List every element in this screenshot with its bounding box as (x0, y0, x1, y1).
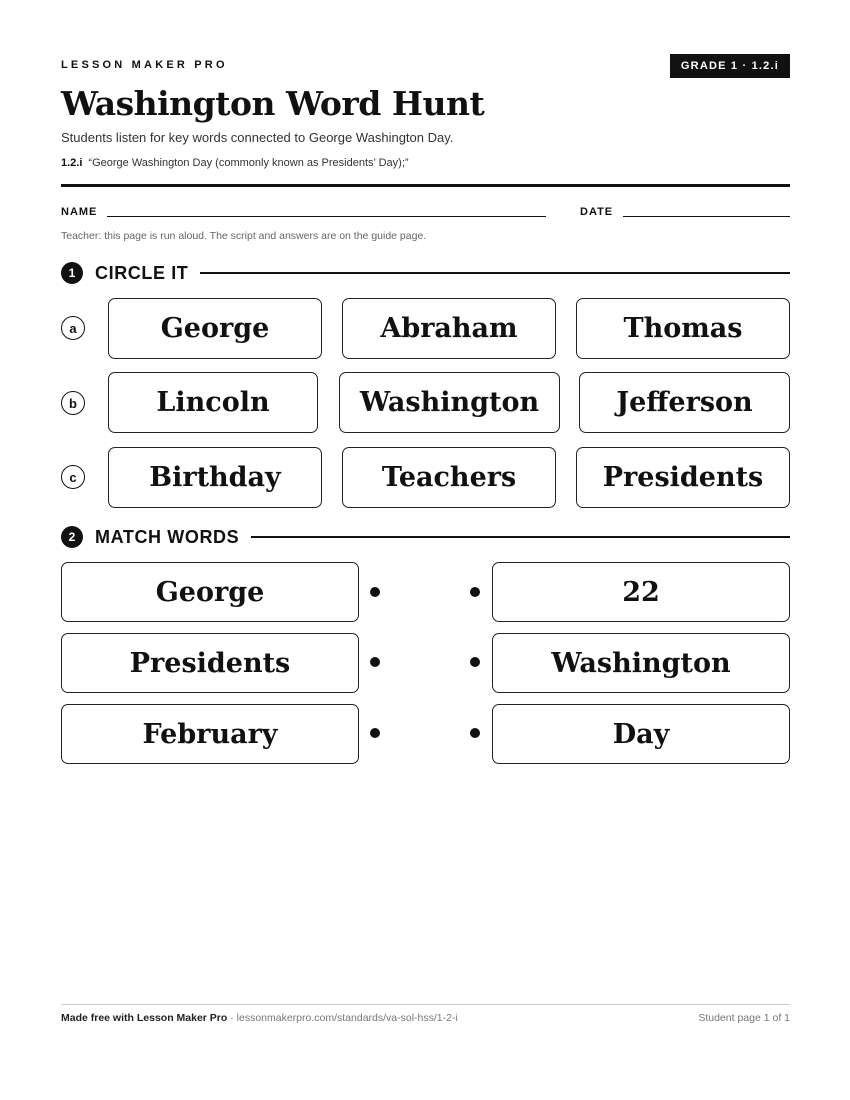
circle-word-lincoln[interactable]: Lincoln (108, 372, 318, 433)
section-title: MATCH WORDS (95, 526, 240, 547)
circle-word-abraham[interactable]: Abraham (342, 298, 556, 359)
match-right-washington[interactable]: Washington (492, 633, 790, 693)
match-right-day[interactable]: Day (492, 704, 790, 764)
match-dot-right-1[interactable] (470, 587, 480, 597)
section-divider (251, 536, 790, 538)
footer-divider (61, 1004, 790, 1005)
match-dot-right-2[interactable] (470, 657, 480, 667)
page-subtitle: Students listen for key words connected to George Washington Day. (61, 130, 454, 145)
date-label: DATE (580, 206, 614, 218)
circle-word-thomas[interactable]: Thomas (576, 298, 790, 359)
footer-credit (61, 1012, 458, 1024)
match-left-february[interactable]: February (61, 704, 359, 764)
teacher-note: Teacher: this page is run aloud. The script and answers are on the guide page. (61, 230, 427, 242)
match-left-presidents[interactable]: Presidents (61, 633, 359, 693)
match-dot-left-1[interactable] (370, 587, 380, 597)
row-letter-a: a (61, 316, 85, 340)
row-letter-b: b (61, 391, 85, 415)
standard-reference (61, 157, 409, 169)
match-right-22[interactable]: 22 (492, 562, 790, 622)
circle-word-george[interactable]: George (108, 298, 322, 359)
circle-word-presidents[interactable]: Presidents (576, 447, 790, 508)
footer-page-number: Student page 1 of 1 (698, 1012, 790, 1024)
circle-word-teachers[interactable]: Teachers (342, 447, 556, 508)
grade-badge: GRADE 1 · 1.2.i (670, 54, 790, 78)
name-field[interactable] (107, 216, 546, 217)
row-letter-c: c (61, 465, 85, 489)
match-left-george[interactable]: George (61, 562, 359, 622)
section-title: CIRCLE IT (95, 262, 189, 283)
match-dot-right-3[interactable] (470, 728, 480, 738)
standard-code: 1.2.i (61, 157, 83, 169)
section-match-words-header (61, 525, 790, 549)
circle-word-birthday[interactable]: Birthday (108, 447, 322, 508)
standard-text: “George Washington Day (commonly known as Presidents’ Day);” (88, 157, 409, 169)
circle-word-washington[interactable]: Washington (339, 372, 560, 433)
brand-name: LESSON MAKER PRO (61, 59, 228, 71)
match-dot-left-2[interactable] (370, 657, 380, 667)
date-field[interactable] (623, 216, 790, 217)
page-title: Washington Word Hunt (61, 84, 485, 123)
footer-url[interactable]: · lessonmakerpro.com/standards/va-sol-hss/1-2-i (227, 1012, 458, 1024)
section-number-badge: 1 (61, 262, 83, 284)
worksheet-page (61, 0, 790, 1100)
section-circle-it-header (61, 261, 790, 285)
match-dot-left-3[interactable] (370, 728, 380, 738)
section-divider (200, 272, 790, 274)
name-label: NAME (61, 206, 98, 218)
footer-made-with: Made free with Lesson Maker Pro (61, 1012, 228, 1024)
section-number-badge: 2 (61, 526, 83, 548)
header-divider (61, 184, 790, 187)
circle-word-jefferson[interactable]: Jefferson (579, 372, 790, 433)
